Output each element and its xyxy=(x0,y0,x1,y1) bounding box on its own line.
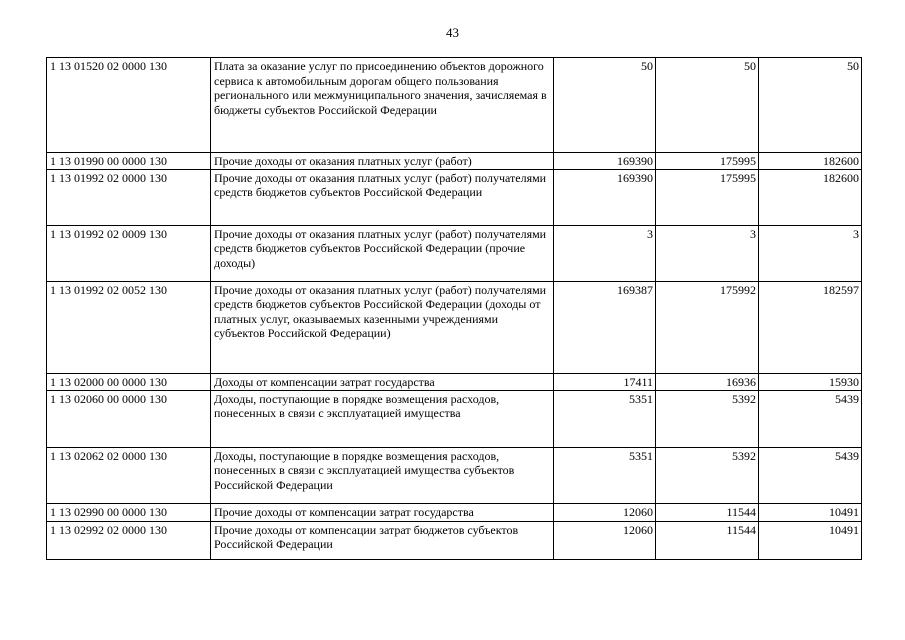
year-1-amount: 3 xyxy=(554,225,656,281)
year-3-amount: 10491 xyxy=(759,503,862,521)
table-row xyxy=(47,521,862,559)
year-2-amount: 175995 xyxy=(656,169,759,225)
table-row xyxy=(47,390,862,447)
year-1-amount: 12060 xyxy=(554,521,656,559)
table-row xyxy=(47,153,862,170)
year-2-amount: 175995 xyxy=(656,153,759,170)
revenue-code: 1 13 01992 02 0052 130 xyxy=(47,281,211,373)
table-row xyxy=(47,503,862,521)
year-1-amount: 17411 xyxy=(554,373,656,390)
revenue-code: 1 13 01992 02 0000 130 xyxy=(47,169,211,225)
revenue-code: 1 13 02062 02 0000 130 xyxy=(47,447,211,503)
revenue-name: Прочие доходы от оказания платных услуг (работ) получателями средств бюджетов субъектов Российской Федерации (доходы от платных услуг, оказываемых казенными учреждениями субъектов Российской Федерации) xyxy=(211,281,554,373)
year-3-amount: 5439 xyxy=(759,447,862,503)
revenue-name: Доходы, поступающие в порядке возмещения расходов, понесенных в связи с эксплуатацией имущества xyxy=(211,390,554,447)
year-3-amount: 15930 xyxy=(759,373,862,390)
year-2-amount: 5392 xyxy=(656,447,759,503)
year-3-amount: 3 xyxy=(759,225,862,281)
year-1-amount: 5351 xyxy=(554,390,656,447)
year-3-amount: 182597 xyxy=(759,281,862,373)
revenue-code: 1 13 01990 00 0000 130 xyxy=(47,153,211,170)
table-row xyxy=(47,373,862,390)
revenue-name: Прочие доходы от компенсации затрат государства xyxy=(211,503,554,521)
revenue-name: Прочие доходы от компенсации затрат бюджетов субъектов Российской Федерации xyxy=(211,521,554,559)
table-row xyxy=(47,281,862,373)
budget-revenue-table xyxy=(46,57,862,560)
revenue-name: Плата за оказание услуг по присоединению объектов дорожного сервиса к автомобильным дорогам общего пользования регионального или межмуниципального значения, зачисляемая в бюджеты субъектов Российской Федерации xyxy=(211,58,554,153)
revenue-name: Доходы, поступающие в порядке возмещения расходов, понесенных в связи с эксплуатацией имущества субъектов Российской Федерации xyxy=(211,447,554,503)
table-row xyxy=(47,225,862,281)
year-3-amount: 182600 xyxy=(759,153,862,170)
year-1-amount: 12060 xyxy=(554,503,656,521)
revenue-name: Прочие доходы от оказания платных услуг (работ) получателями средств бюджетов субъектов Российской Федерации (прочие доходы) xyxy=(211,225,554,281)
year-2-amount: 3 xyxy=(656,225,759,281)
revenue-code: 1 13 01992 02 0009 130 xyxy=(47,225,211,281)
year-2-amount: 16936 xyxy=(656,373,759,390)
year-3-amount: 10491 xyxy=(759,521,862,559)
year-3-amount: 5439 xyxy=(759,390,862,447)
year-2-amount: 5392 xyxy=(656,390,759,447)
year-2-amount: 11544 xyxy=(656,521,759,559)
year-1-amount: 5351 xyxy=(554,447,656,503)
revenue-code: 1 13 02990 00 0000 130 xyxy=(47,503,211,521)
revenue-name: Прочие доходы от оказания платных услуг (работ) получателями средств бюджетов субъектов Российской Федерации xyxy=(211,169,554,225)
year-1-amount: 169390 xyxy=(554,153,656,170)
year-3-amount: 50 xyxy=(759,58,862,153)
page-number: 43 xyxy=(446,25,459,40)
table-row xyxy=(47,447,862,503)
revenue-name: Прочие доходы от оказания платных услуг (работ) xyxy=(211,153,554,170)
year-2-amount: 50 xyxy=(656,58,759,153)
year-3-amount: 182600 xyxy=(759,169,862,225)
table-row xyxy=(47,169,862,225)
revenue-name: Доходы от компенсации затрат государства xyxy=(211,373,554,390)
year-1-amount: 50 xyxy=(554,58,656,153)
revenue-code: 1 13 02992 02 0000 130 xyxy=(47,521,211,559)
year-2-amount: 11544 xyxy=(656,503,759,521)
year-1-amount: 169387 xyxy=(554,281,656,373)
year-1-amount: 169390 xyxy=(554,169,656,225)
revenue-code: 1 13 02000 00 0000 130 xyxy=(47,373,211,390)
year-2-amount: 175992 xyxy=(656,281,759,373)
revenue-code: 1 13 01520 02 0000 130 xyxy=(47,58,211,153)
table-row xyxy=(47,58,862,153)
revenue-code: 1 13 02060 00 0000 130 xyxy=(47,390,211,447)
